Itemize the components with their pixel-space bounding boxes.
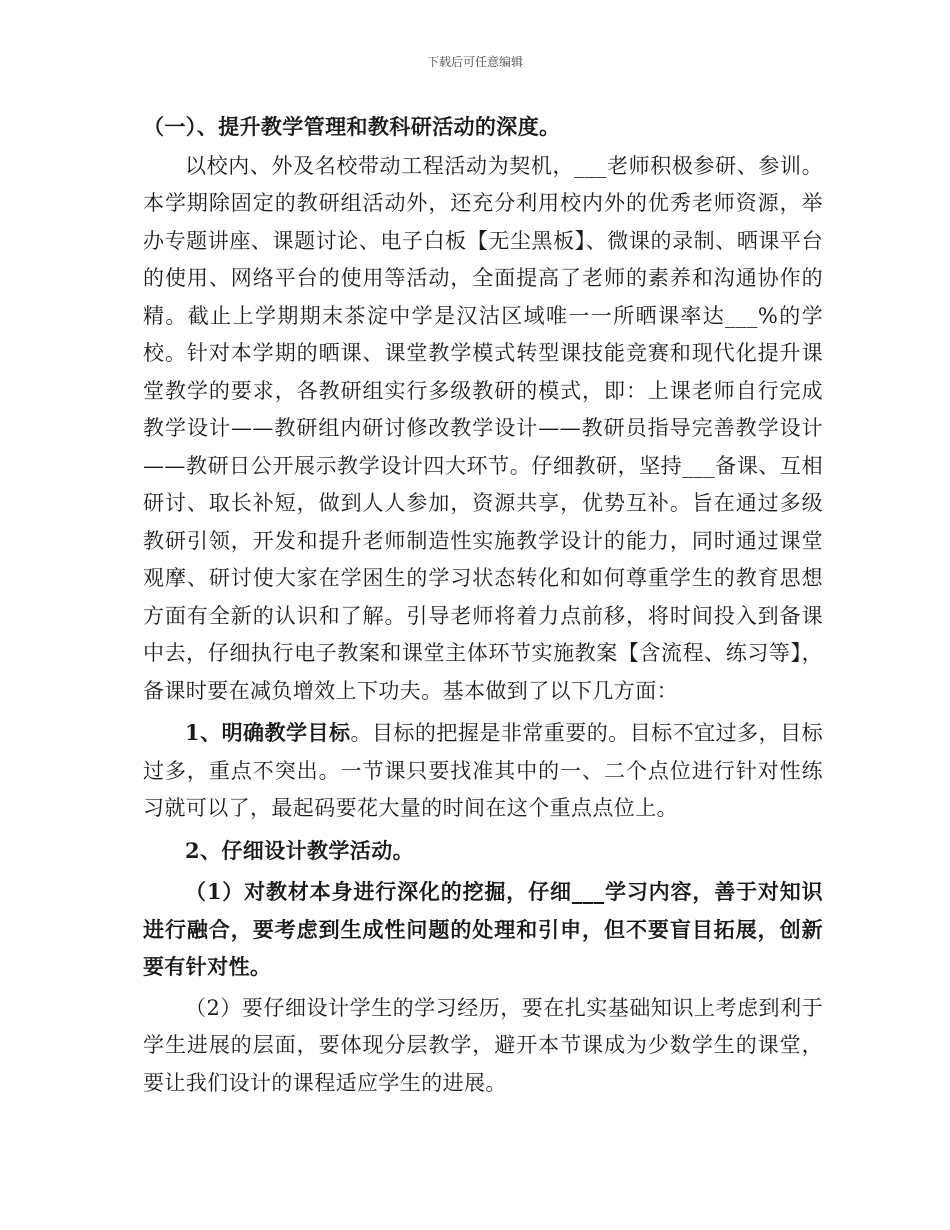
paragraph-goal-lead: 1、明确教学目标 bbox=[185, 720, 351, 745]
header-note: 下载后可任意编辑 bbox=[426, 55, 523, 69]
paragraph-activity-1: （1）对教材本身进行深化的挖掘，仔细___学习内容，善于对知识进行融合，要考虑到生成性问题的处理和引申，但不要盲目拓展，创新要有针对性。 bbox=[143, 879, 823, 979]
paragraph-goal bbox=[143, 714, 823, 828]
paragraph-goal-text: 。目标的把握是非常重要的。目标不宜过多，目标过多，重点不突出。一节课只要找准其中的一、二个点位进行针对性练习就可以了，最起码要花大量的时间在这个重点点位上。 bbox=[143, 721, 823, 820]
section-title: （一）、提升教学管理和教科研活动的深度。 bbox=[143, 114, 561, 139]
paragraph-activity-2: （2）要仔细设计学生的学习经历，要在扎实基础知识上考虑到利于学生进展的层面，要体现分层教学，避开本节课成为少数学生的课堂，要让我们设计的课程适应学生的进展。 bbox=[143, 995, 823, 1095]
document-body bbox=[143, 108, 823, 1102]
paragraph-intro: 以校内、外及名校带动工程活动为契机，___老师积极参研、参训。本学期除固定的教研组活动外，还充分利用校内外的优秀老师资源，举办专题讲座、课题讨论、电子白板【无尘黑板】、微课的录制、晒课平台的使用、网络平台的使用等活动，全面提高了老师的素养和沟通协作的精。截止上学期期末茶淀中学是汉沽区域唯一一所晒课率达___%的学校。针对本学期的晒课、课堂教学模式转型课技能竞赛和现代化提升课堂教学的要求，各教研组实行多级教研的模式，即：上课老师自行完成教学设计——教研组内研讨修改教学设计——教研员指导完善教学设计——教研日公开展示教学设计四大环节。仔细教研，坚持___备课、互相研讨、取长补短，做到人人参加，资源共享，优势互补。旨在通过多级教研引领，开发和提升老师制造性实施教学设计的能力，同时通过课堂观摩、研讨使大家在学困生的学习状态转化和如何尊重学生的教育思想方面有全新的认识和了解。引导老师将着力点前移，将时间投入到备课中去，仔细执行电子教案和课堂主体环节实施教案【含流程、练习等】，备课时要在减负增效上下功夫。基本做到了以下几方面： bbox=[143, 153, 823, 703]
paragraph-activity-heading: 2、仔细设计教学活动。 bbox=[185, 837, 415, 863]
